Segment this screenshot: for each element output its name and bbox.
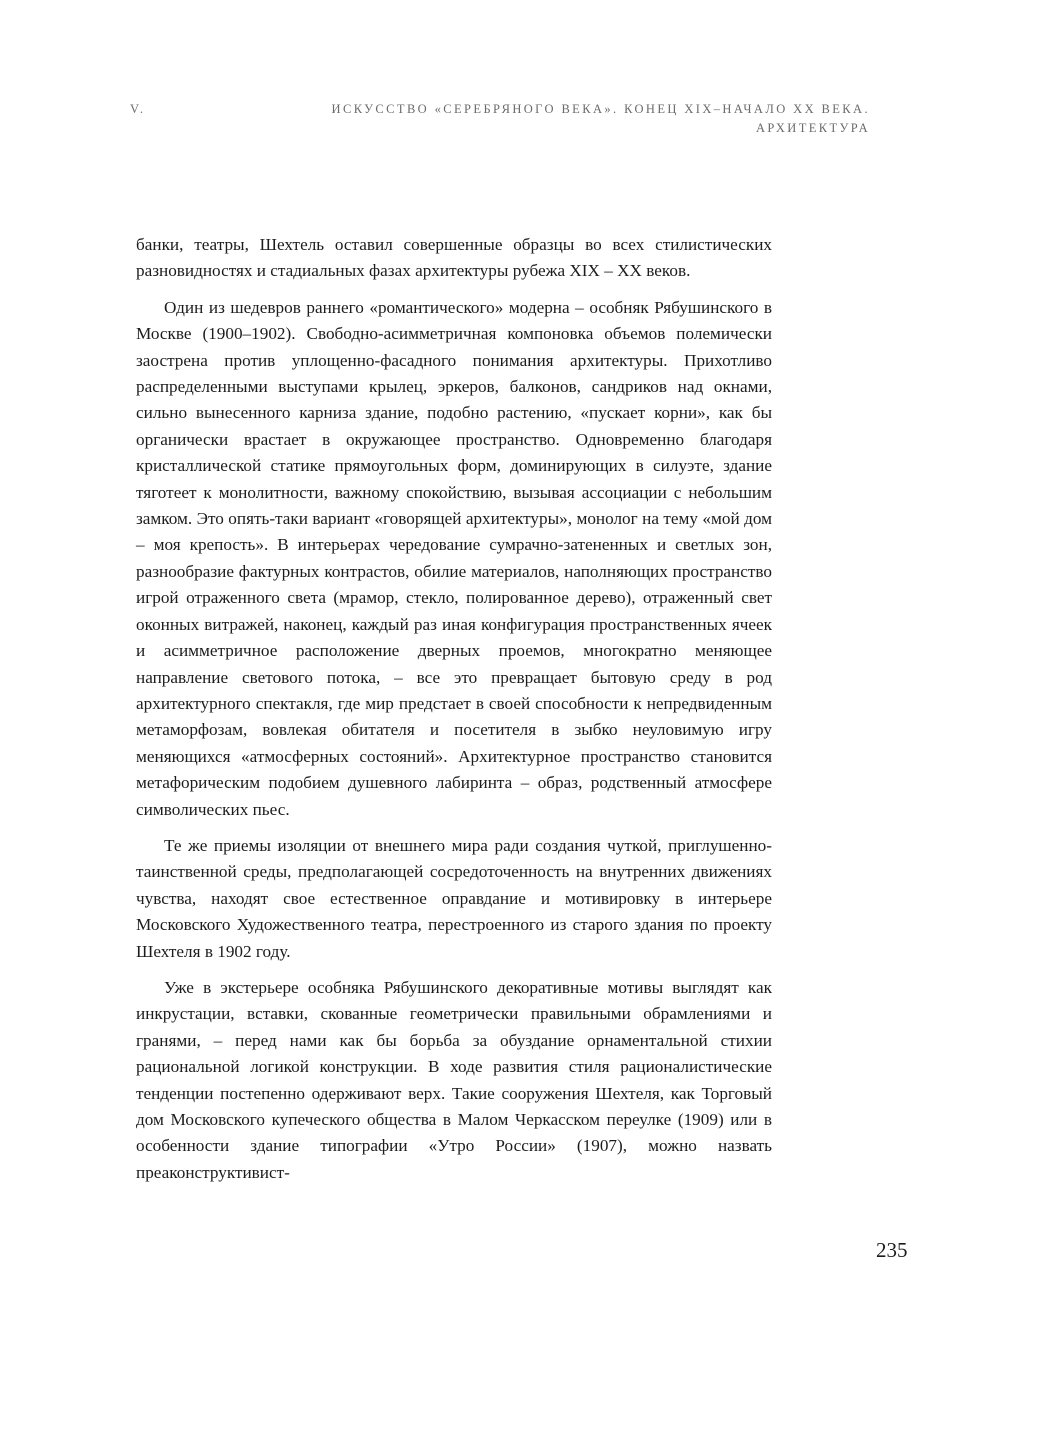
paragraph-continued: банки, театры, Шехтель оставил совершенные образцы во всех стилистических разновидностях и стадиальных фазах архитектуры рубежа XIX – XX веков. [136, 235, 772, 281]
paragraph: Один из шедевров раннего «романтического» модерна – особняк Рябушинского в Москве (1900–1902). Свободно-асимметричная компоновка объемов полемически заострена против уплощенно-фасадного понимания архитектуры. Прихотливо распределенными выступами крылец, эркеров, балконов, сандриков над окнами, сильно вынесенного карниза здание, подобно растению, «пускает корни», как бы органически врастает в окружающее пространство. Одновременно благодаря кристаллической статике прямоугольных форм, доминирующих в силуэте, здание тяготеет к монолитности, важному спокойствию, вызывая ассоциации с небольшим замком. Это опять-таки вариант «говорящей архитектуры», монолог на тему «мой дом – моя крепость». В интерьерах чередование сумрачно-затененных и светлых зон, разнообразие фактурных контрастов, обилие материалов, наполняющих пространство игрой отраженного света (мрамор, стекло, полированное дерево), отраженный свет оконных витражей, наконец, каждый раз иная конфигурация пространственных ячеек и асимметричное расположение дверных проемов, многократно меняющее направление светового потока, – все это превращает бытовую среду в род архитектурного спектакля, где мир предстает в своей способности к непредвиденным метаморфозам, вовлекая обитателя и посетителя в зыбко неуловимую игру меняющихся «атмосферных состояний». Архитектурное пространство становится метафорическим подобием душевного лабиринта – образ, родственный атмосфере символических пьес. [136, 297, 772, 819]
paragraph: Те же приемы изоляции от внешнего мира ради создания чуткой, приглушенно-таинственной среды, предполагающей сосредоточенность на внутренних движениях чувства, находят свое естественное оправдание и мотивировку в интерьере Московского Художественного театра, перестроенного из старого здания по проекту Шехтеля в 1902 году. [136, 835, 772, 961]
section-number: V. [130, 102, 146, 116]
paragraph: Уже в экстерьере особняка Рябушинского декоративные мотивы выглядят как инкрустации, вставки, скованные геометрически правильными обрамлениями и гранями, – перед нами как бы борьба за обуздание орнаментальной стихии рациональной логикой конструкции. В ходе развития стиля рационалистические тенденции постепенно одерживают верх. Такие сооружения Шехтеля, как Торговый дом Московского купеческого общества в Малом Черкасском переулке (1909) или в особенности здание типографии «Утро России» (1907), можно назвать преаконструктивист- [136, 977, 772, 1182]
page-number: 235 [876, 1238, 908, 1262]
body-text [136, 232, 772, 1196]
running-head-title: ИСКУССТВО «СЕРЕБРЯНОГО ВЕКА». КОНЕЦ XIX–НАЧАЛО XX ВЕКА. АРХИТЕКТУРА [331, 102, 870, 135]
